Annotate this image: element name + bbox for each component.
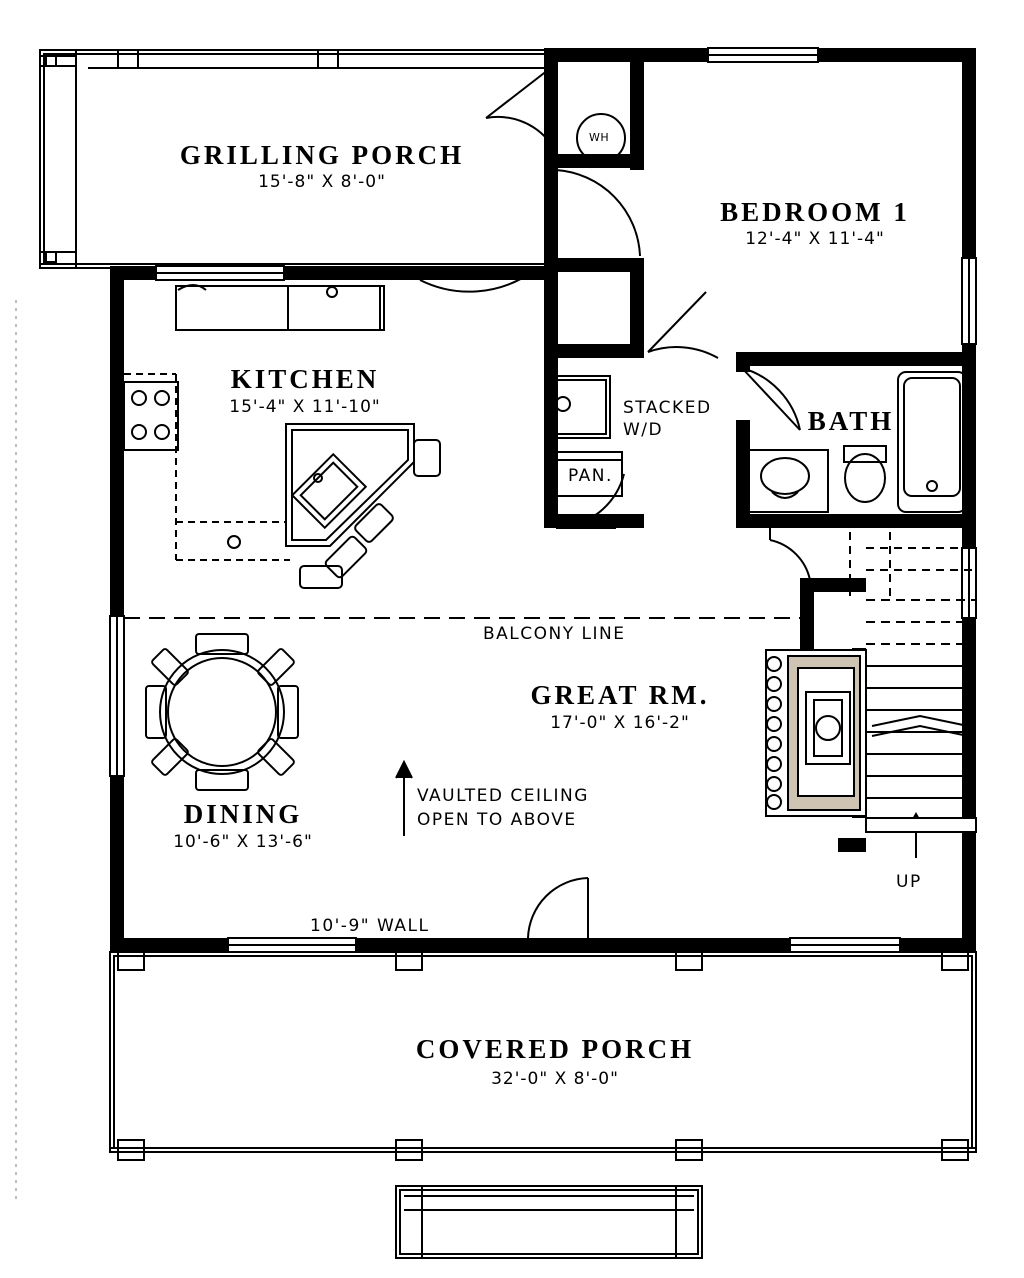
room-dim-kitchen: 15'-4" X 11'-10" (229, 397, 381, 417)
annotation-pantry: PAN. (568, 466, 613, 486)
annotation-stacked-wd-line2: W/D (623, 420, 664, 440)
kitchen-fixtures (124, 285, 440, 588)
stairs (866, 548, 976, 858)
annotation-balcony-line: BALCONY LINE (483, 624, 626, 644)
dining-furniture (146, 634, 298, 790)
covered-porch-outline (110, 952, 976, 1258)
fireplace (766, 650, 866, 816)
room-dim-covered-porch: 32'-0" X 8'-0" (491, 1069, 619, 1089)
annotation-water-heater: WH (589, 131, 610, 144)
room-label-bath: BATH (807, 406, 895, 436)
room-dim-bedroom-1: 12'-4" X 11'-4" (745, 229, 885, 249)
room-dim-dining: 10'-6" X 13'-6" (173, 832, 313, 852)
room-dim-grilling-porch: 15'-8" X 8'-0" (258, 172, 386, 192)
room-dim-great-room: 17'-0" X 16'-2" (550, 713, 690, 733)
room-label-dining: DINING (183, 799, 303, 829)
bath-fixtures (742, 372, 966, 512)
room-label-kitchen: KITCHEN (230, 364, 380, 394)
room-label-covered-porch: COVERED PORCH (415, 1034, 695, 1064)
annotation-stair-up: UP (896, 872, 922, 892)
annotation-vaulted-ceiling-line1: VAULTED CEILING (417, 786, 589, 806)
annotation-wall-dimension: 10'-9" WALL (310, 916, 430, 936)
annotation-vaulted-ceiling-line2: OPEN TO ABOVE (417, 810, 577, 830)
vaulted-ceiling-arrow (396, 762, 412, 836)
room-label-bedroom-1: BEDROOM 1 (720, 197, 910, 227)
room-label-great-room: GREAT RM. (530, 680, 710, 710)
room-label-grilling-porch: GRILLING PORCH (179, 140, 465, 170)
annotation-stacked-wd-line1: STACKED (623, 398, 712, 418)
